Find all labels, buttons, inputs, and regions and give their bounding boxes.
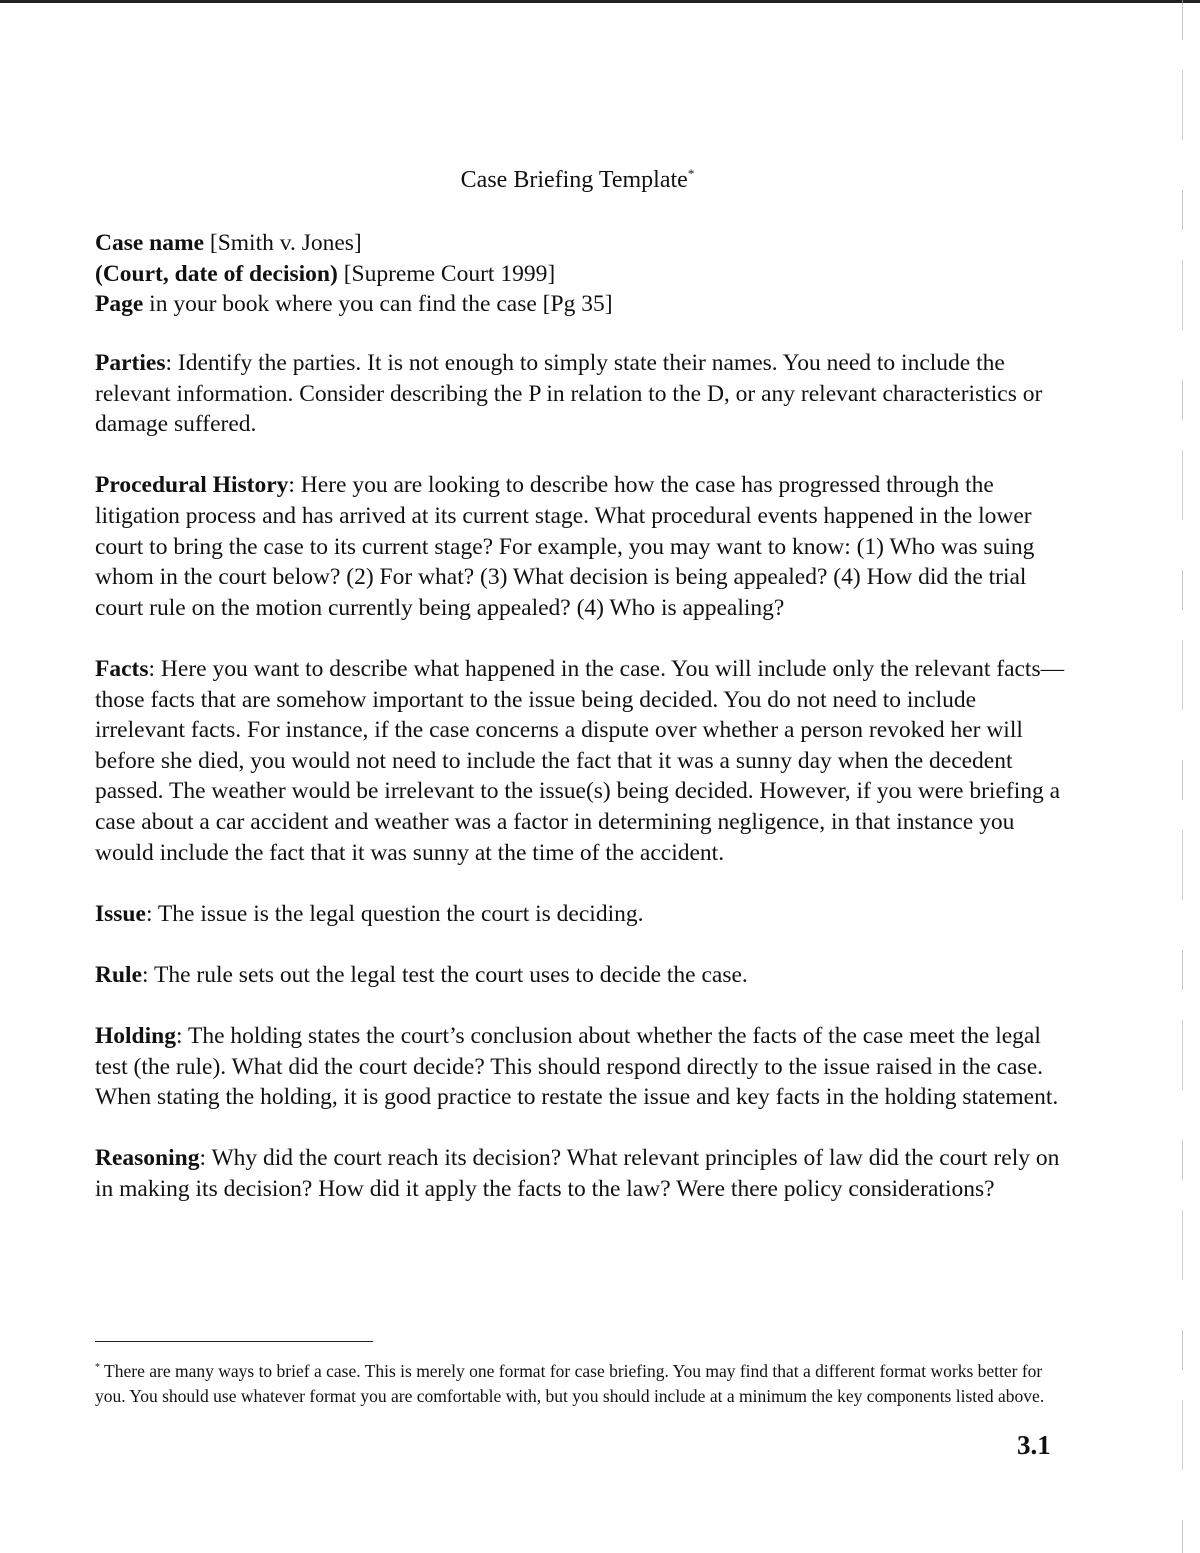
section-label: Reasoning (95, 1145, 200, 1172)
page-label: Page (95, 291, 144, 317)
footnote (95, 1355, 1070, 1410)
section-rule (95, 960, 1070, 991)
page-number: 3.1 (1017, 1430, 1051, 1460)
section-reasoning (95, 1143, 1070, 1204)
document-title (0, 166, 1155, 194)
section-text: : Here you are looking to describe how the case has progressed through the litigation process and has arrived at its current stage. What procedural events happened in the lower court to bring the case to its current stage? For example, you may want to know: (1) Who was suing whom in the court below? (2) For what? (3) What decision is being appealed? (4) How did the trial court rule on the motion currently being appealed? (4) Who is appealing? (95, 472, 1035, 621)
section-issue (95, 899, 1070, 930)
footnote-divider (95, 1341, 373, 1342)
section-label: Issue (95, 900, 146, 927)
footnote-text: There are many ways to brief a case. This is merely one format for case briefing. You may find that a different format works better for you. You should use whatever format you are comfortable with, but you should include at a minimum the key components listed above. (95, 1360, 1045, 1407)
section-label: Parties (95, 350, 166, 376)
section-holding (95, 1021, 1070, 1113)
section-parties (95, 348, 1070, 440)
court-label: (Court, date of decision) (95, 260, 338, 287)
brief-sections (95, 348, 1070, 1235)
section-procedural-history (95, 470, 1070, 623)
section-text: : The issue is the legal question the court is deciding. (145, 900, 644, 927)
title-text: Case Briefing Template (460, 167, 688, 193)
section-facts (95, 654, 1070, 868)
scan-top-border (0, 0, 1200, 3)
footnote-mark: * (95, 1362, 100, 1373)
title-footnote-mark: * (687, 166, 695, 181)
page-value: in your book where you can find the case [Pg 35] (143, 291, 613, 317)
section-text: : The rule sets out the legal test the court uses to decide the case. (142, 961, 748, 988)
section-label: Facts (95, 655, 149, 682)
case-name-line (95, 228, 1075, 259)
case-name-value: [Smith v. Jones] (204, 230, 362, 256)
section-text: : The holding states the court’s conclusion about whether the facts of the case meet the legal test (the rule). What did the court decide? This should respond directly to the issue raised in the case. When stating the holding, it is good practice to restate the issue and key facts in the holding statement. (95, 1023, 1059, 1111)
case-header (95, 228, 1075, 320)
scan-right-edge (1182, 0, 1183, 1553)
court-line (95, 259, 1075, 290)
section-label: Rule (95, 961, 142, 988)
case-name-label: Case name (95, 230, 204, 256)
section-text: : Here you want to describe what happened in the case. You will include only the relevant facts—those facts that are somehow important to the issue being decided. You do not need to include irrelevant facts. For instance, if the case concerns a dispute over whether a person revoked her will before she died, you would not need to include the fact that it was a sunny day when the decedent passed. The weather would be irrelevant to the issue(s) being decided. However, if you were briefing a case about a car accident and weather was a factor in determining negligence, in that instance you would include the fact that it was sunny at the time of the accident. (95, 655, 1065, 866)
section-text: : Identify the parties. It is not enough to simply state their names. You need to include the relevant information. Consider describing the P in relation to the D, or any relevant characteristics or damage suffered. (95, 350, 1043, 438)
page-line (95, 289, 1075, 320)
section-label: Procedural History (95, 472, 289, 499)
section-text: : Why did the court reach its decision? What relevant principles of law did the court rely on in making its decision? How did it apply the facts to the law? Were there policy considerations? (95, 1145, 1060, 1203)
court-value: [Supreme Court 1999] (337, 260, 556, 287)
section-label: Holding (95, 1023, 176, 1050)
